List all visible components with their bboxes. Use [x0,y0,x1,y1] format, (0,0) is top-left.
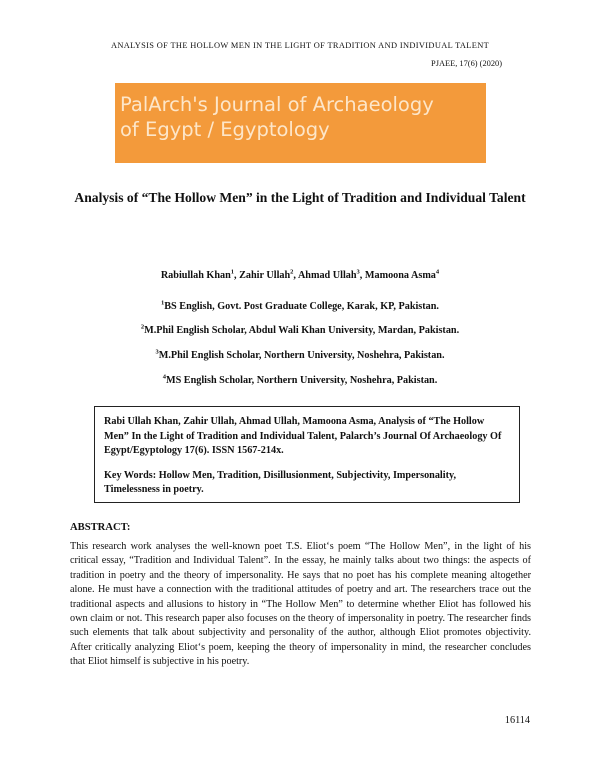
affiliation [0,350,600,361]
journal-banner [115,83,486,163]
running-head: ANALYSIS OF THE HOLLOW MEN IN THE LIGHT OF TRADITION AND INDIVIDUAL TALENT [110,41,490,50]
affiliation-text: M.Phil English Scholar, Northern University, Noshehra, Pakistan. [158,350,445,361]
author-separator: , [359,270,365,281]
author-name: Ahmad Ullah [297,270,357,281]
affiliation-text: BS English, Govt. Post Graduate College, Karak, KP, Pakistan. [164,301,439,312]
author-name: Rabiullah Khan [160,270,231,281]
citation-text: Rabi Ullah Khan, Zahir Ullah, Ahmad Ullah, Mamoona Asma, Analysis of “The Hollow Men” In the Light of Tradition and Individual Talent, Palarch’s Journal Of Archaeology Of Egypt/Egyptology 17(6). ISSN 1567-214x. [104,416,502,456]
affiliation-superscript: 2 [140,323,145,331]
keywords: Key Words: Hollow Men, Tradition, Disillusionment, Subjectivity, Impersonality, Timelessness in poetry. [104,469,457,495]
affiliation [0,375,600,386]
affiliation [0,301,600,312]
abstract-body: This research work analyses the well-known poet T.S. Eliot‘s poem “The Hollow Men”, in the light of his critical essay, “Tradition and Individual Talent”. In the essay, he mainly talks about two things: the aspects of tradition in poetry and the theory of impersonality. He says that no poet has his complete meaning altogether alone. He must have a connection with the traditional attitudes of poetry and art. The researchers trace out the traditional aspects and allusions to history in “The Hollow Men” to determine whether Eliot has followed his own claim or not. This research paper also focuses on the theory of impersonality in poetry. The researcher finds such elements that talk about subjectivity and personality of the author, although Eliot promotes objectivity. After critically analyzing Eliot‘s poem, keeping the theory of impersonality in mind, the researcher concludes that Eliot himself is subjective in his poetry. [70,541,531,668]
affiliation-superscript: 3 [155,348,159,356]
author-list [0,270,600,281]
author-separator: , [293,270,298,281]
abstract-heading: ABSTRACT: [70,522,131,533]
author-superscript: 2 [290,268,294,276]
affiliation-text: MS English Scholar, Northern University, Noshehra, Pakistan. [165,375,438,386]
author-separator: , [234,270,240,281]
author-superscript: 4 [435,268,440,276]
banner-line-1: PalArch's Journal of Archaeology [120,93,434,116]
author-superscript: 3 [356,268,360,276]
author-superscript: 1 [230,268,235,276]
citation-box [94,406,520,503]
author-name: Mamoona Asma [364,270,436,281]
paper-title: Analysis of “The Hollow Men” in the Light of Tradition and Individual Talent [74,190,526,205]
banner-line-2: of Egypt / Egyptology [120,118,330,141]
page-number: 16114 [504,715,530,726]
affiliation-superscript: 1 [161,299,165,307]
affiliation-superscript: 4 [162,373,166,381]
journal-reference: PJAEE, 17(6) (2020) [431,59,502,68]
affiliation-text: M.Phil English Scholar, Abdul Wali Khan University, Mardan, Pakistan. [144,325,460,336]
author-name: Zahir Ullah [239,270,291,281]
affiliation [0,325,600,336]
